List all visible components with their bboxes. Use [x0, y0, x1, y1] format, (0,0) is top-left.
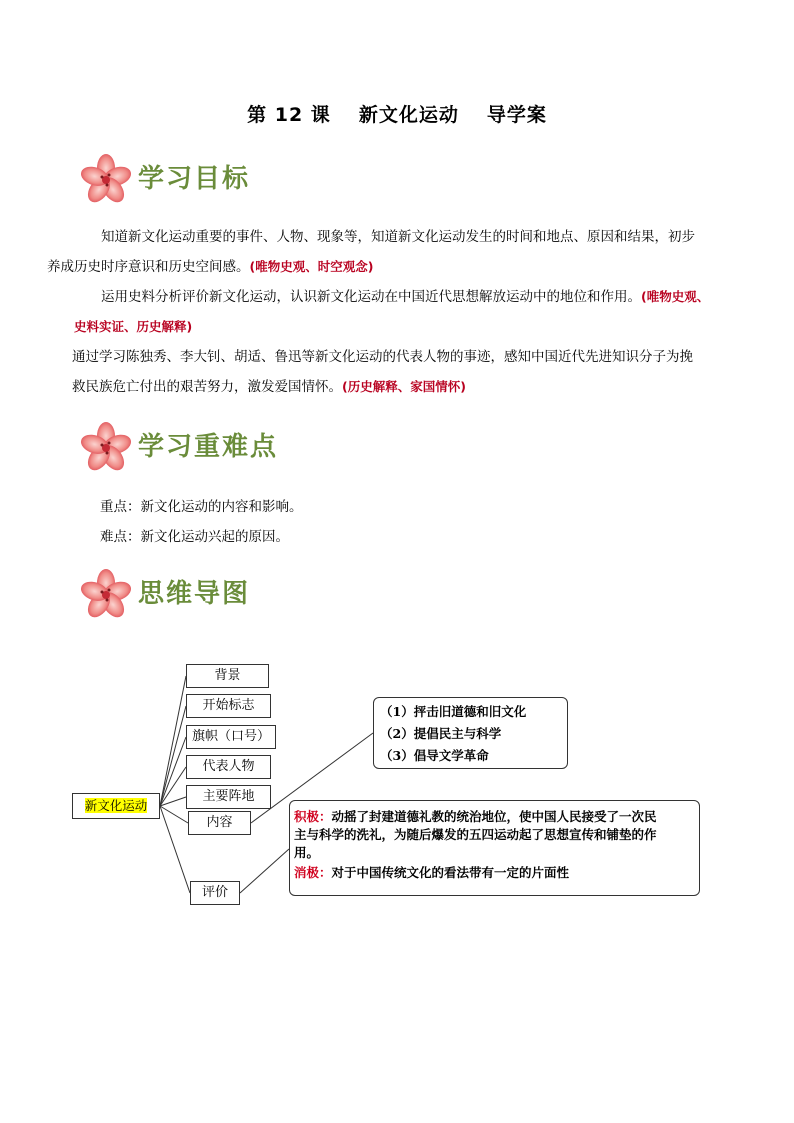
section-title: 思维导图: [138, 579, 251, 609]
branch-slogan: 旗帜（口号）: [186, 725, 276, 749]
lesson-topic: 新文化运动: [358, 104, 459, 126]
section-title: 学习目标: [138, 164, 251, 194]
positive-eval: 积极：动摇了封建道德礼教的统治地位，使中国人民接受了一次民: [294, 809, 657, 824]
branch-base: 主要阵地: [186, 785, 271, 809]
goal-3-tag: (历史解释、家国情怀): [342, 379, 466, 394]
goal-1: 知道新文化运动重要的事件、人物、现象等，知道新文化运动发生的时间和地点、原因和结果，初步 养成历史时序意识和历史空间感。(唯物史观、时空观念): [47, 229, 695, 275]
lesson-number: 第 12 课: [247, 104, 331, 126]
goal-3: 通过学习陈独秀、李大钊、胡适、鲁迅等新文化运动的代表人物的事迹，感知中国近代先进知识分子为挽 救民族危亡付出的艰苦努力，激发爱国情怀。(历史解释、家国情怀): [72, 349, 693, 395]
section-title: 学习重难点: [138, 432, 279, 462]
content-item: （1）抨击旧道德和旧文化: [380, 704, 527, 719]
branch-figures: 代表人物: [186, 755, 271, 779]
difficult-point: 难点：新文化运动兴起的原因。: [100, 529, 289, 545]
content-detail-box: [373, 697, 568, 769]
content-item: （2）提倡民主与科学: [380, 726, 502, 741]
goal-2: 运用史料分析评价新文化运动，认识新文化运动在中国近代思想解放运动中的地位和作用。(唯物史观、: [101, 289, 710, 305]
positive-label: 积极：: [294, 809, 332, 824]
goal-1-tag: (唯物史观、时空观念): [249, 259, 374, 274]
branch-start-sign: 开始标志: [186, 694, 271, 718]
content-item: （3）倡导文学革命: [380, 748, 489, 763]
negative-label: 消极：: [294, 865, 332, 880]
important-point: 重点：新文化运动的内容和影响。: [100, 499, 303, 515]
evaluation-detail-box: 积极：动摇了封建道德礼教的统治地位，使中国人民接受了一次民 主与科学的洗礼，为随后爆发的五四运动起了思想宣传和铺垫的作 用。 消极：对于中国传统文化的看法带有一定的片面性: [289, 800, 700, 896]
mindmap-root: 新文化运动: [72, 793, 160, 819]
branch-evaluation: 评价: [190, 881, 240, 905]
branch-content: 内容: [188, 811, 251, 835]
branch-background: 背景: [186, 664, 269, 688]
goal-2-tag: 史料实证、历史解释): [74, 319, 193, 334]
negative-eval: 消极：对于中国传统文化的看法带有一定的片面性: [294, 865, 570, 880]
lesson-type: 导学案: [486, 104, 547, 126]
